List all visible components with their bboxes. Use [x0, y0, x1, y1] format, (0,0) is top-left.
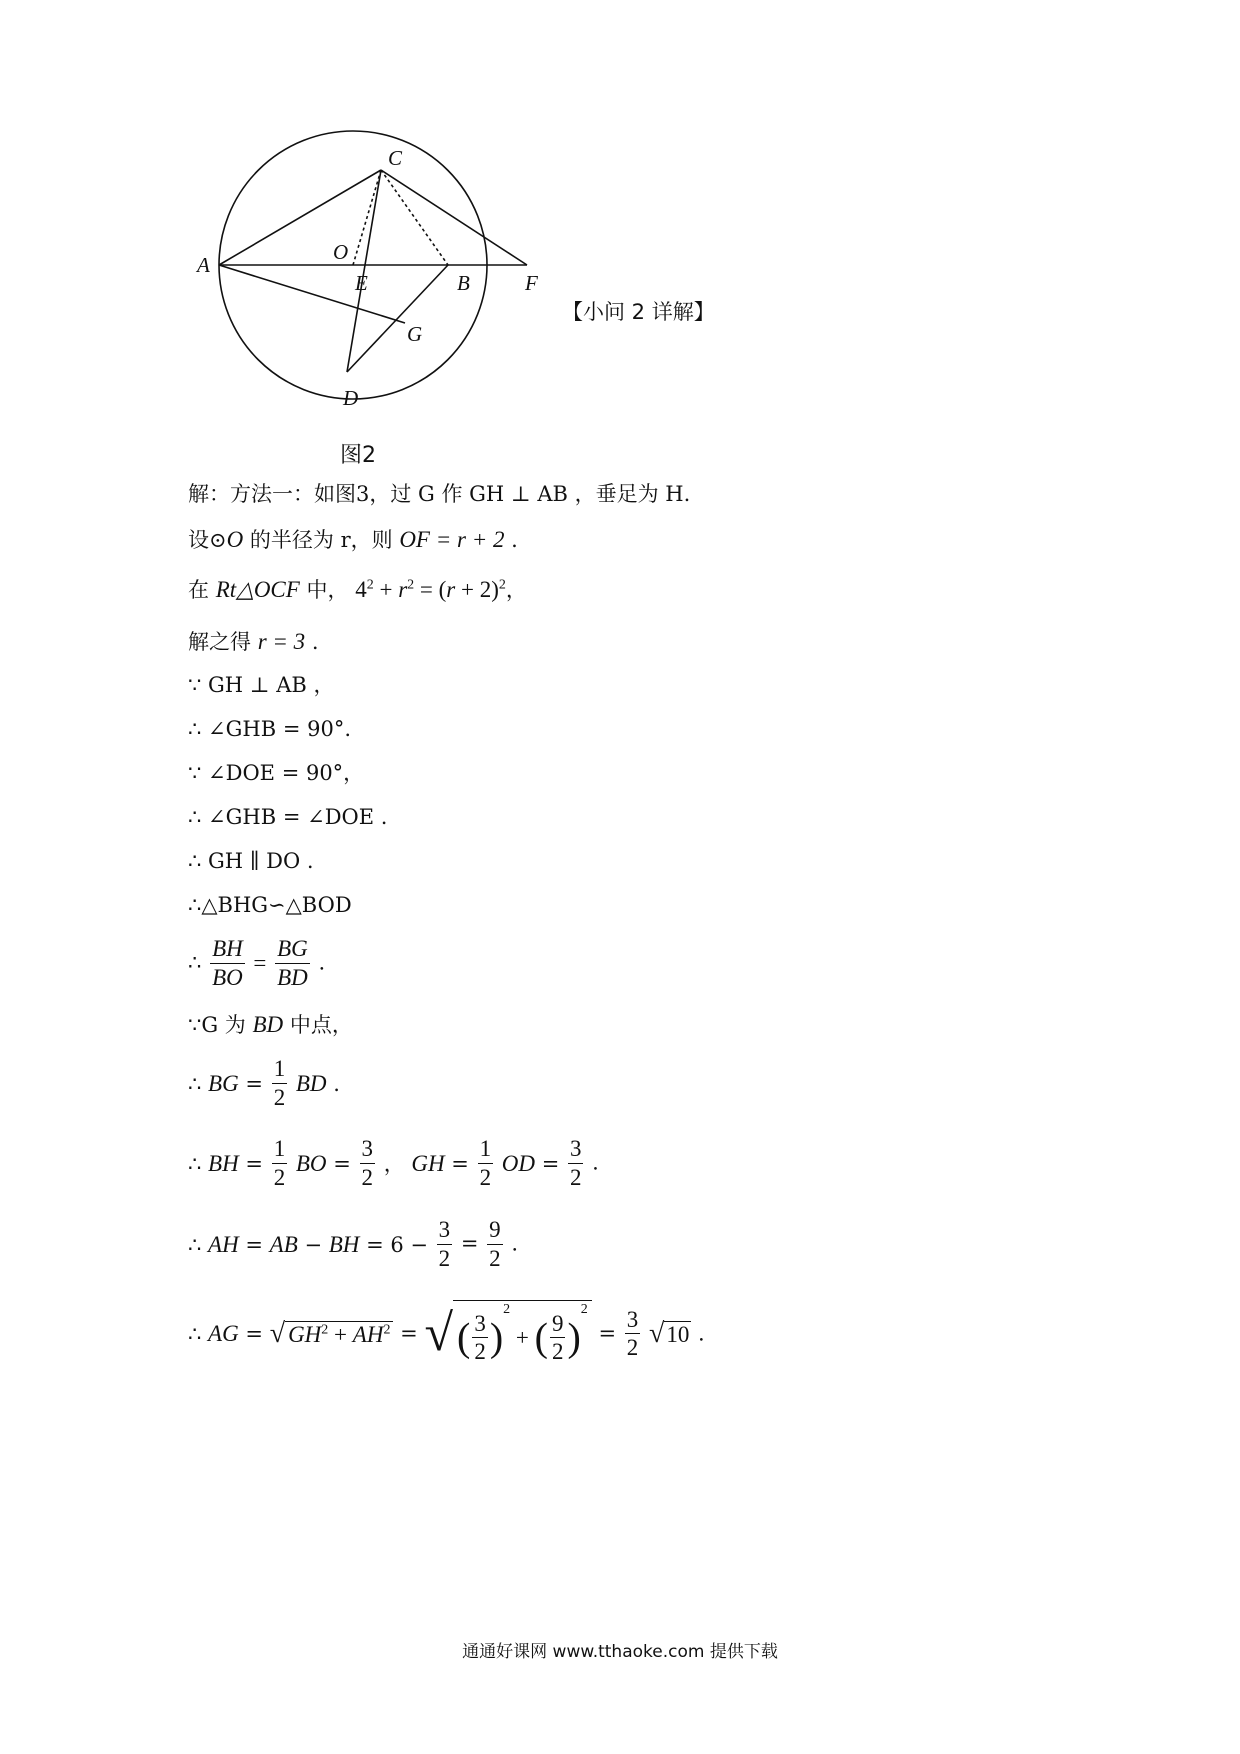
label-e: E — [355, 271, 368, 295]
solution-line-3: 在 Rt△OCF 中， $4^2 + r^2 = (r + 2)^2$， — [188, 577, 527, 602]
fraction-bg-bd: $\frac{BG}{BD}$ — [277, 936, 308, 990]
label-a: A — [197, 253, 210, 277]
solution-line-1: 解：方法一：如图3，过 G 作 GH ⊥ AB ，垂足为 H. — [188, 482, 691, 506]
solution-line-6: ∴ ∠GHB = 90°. — [188, 717, 351, 741]
solution-line-2: 设⊙O 的半径为 r，则 OF = r + 2 . — [188, 527, 518, 552]
label-o: O — [333, 240, 349, 264]
line-cb-dashed — [381, 170, 448, 265]
solution-line-12: ∵G 为 BD 中点， — [188, 1012, 353, 1037]
solution-line-5: ∵ GH ⊥ AB ， — [188, 673, 335, 697]
sqrt-fractions: √ ( $\frac{3}{2}$ )$^2$ + ( $\frac{9}{2}$ )$^2$ — [424, 1300, 591, 1368]
label-d: D — [343, 386, 359, 410]
label-f: F — [525, 271, 538, 295]
geometry-figure — [197, 145, 565, 415]
circle-diagram — [197, 145, 565, 415]
figure-caption: 图2 — [340, 443, 376, 468]
fraction-half: $\frac{1}{2}$ — [273, 1056, 286, 1110]
fraction-bh-bo: $\frac{BH}{BO}$ — [212, 936, 243, 990]
solution-line-7: ∵ ∠DOE = 90°， — [188, 761, 365, 785]
subquestion-heading: 【小问 2 详解】 — [562, 300, 715, 324]
solution-line-8: ∴ ∠GHB = ∠DOE . — [188, 805, 388, 829]
label-g: G — [407, 322, 423, 346]
line-cf — [381, 170, 527, 265]
solution-line-11: ∴ $\frac{BH}{BO}$ = $\frac{BG}{BD}$ . — [188, 936, 326, 990]
page-footer: 通通好课网 www.tthaoke.com 提供下载 — [462, 1642, 778, 1662]
label-b: B — [457, 271, 470, 295]
solution-line-15: ∴ AH = AB − BH = 6 − $\frac{3}{2}$ = $\frac{9}{2}$ . — [188, 1217, 519, 1271]
label-c: C — [388, 146, 403, 170]
solution-line-14: ∴ BH = $\frac{1}{2}$ BO = $\frac{3}{2}$ ， GH = $\frac{1}{2}$ OD = $\frac{3}{2}$ . — [188, 1136, 599, 1190]
solution-line-4: 解之得 r = 3 . — [188, 629, 319, 654]
solution-line-16: ∴ AG = √ $GH^2 + AH^2$ = √ ( $\frac{3}{2}$ )$^2$ + ( $\frac{9}{2}$ )$^2$ = $\frac{3}{2}$ √10 . — [188, 1300, 705, 1368]
line-ag — [219, 265, 405, 323]
solution-line-10: ∴△BHG∽△BOD — [188, 893, 352, 917]
sqrt-gh-ah: √ $GH^2 + AH^2$ — [270, 1320, 394, 1348]
solution-line-13: ∴ BG = $\frac{1}{2}$ BD . — [188, 1056, 340, 1110]
solution-line-9: ∴ GH ∥ DO . — [188, 849, 314, 873]
